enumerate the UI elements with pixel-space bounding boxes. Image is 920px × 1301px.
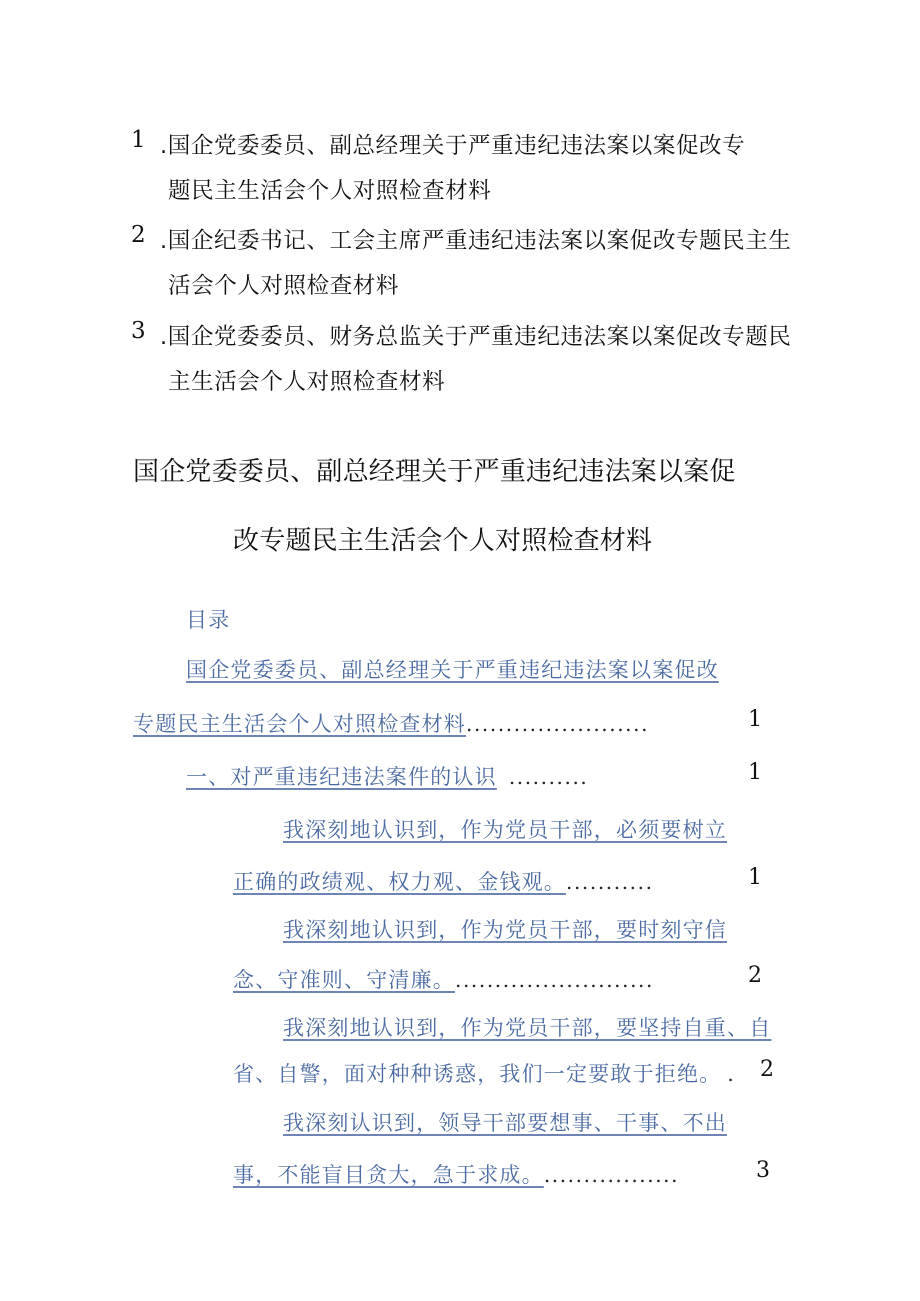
toc-page-number: 2 bbox=[748, 963, 762, 988]
list-item-text: .国企党委委员、财务总监关于严重违纪违法案以案促改专题民 bbox=[160, 324, 792, 350]
toc-leader-dots: . bbox=[727, 1062, 736, 1086]
toc-link-subsection-4-cont[interactable]: 事，不能盲目贪大，急于求成。 bbox=[233, 1163, 544, 1187]
toc-leader-dots: ................. bbox=[543, 1163, 680, 1187]
list-item-number: 2 bbox=[131, 222, 146, 248]
toc-link-main-title[interactable]: 国企党委委员、副总经理关于严重违纪违法案以案促改 bbox=[186, 658, 719, 682]
toc-page-number: 1 bbox=[748, 760, 762, 785]
toc-leader-dots: ......................... bbox=[455, 968, 654, 992]
toc-link-subsection-2[interactable]: 我深刻地认识到，作为党员干部，要时刻守信 bbox=[283, 918, 727, 942]
toc-heading: 目录 bbox=[186, 608, 231, 632]
list-item-text: .国企党委委员、副总经理关于严重违纪违法案以案促改专 bbox=[160, 133, 746, 159]
toc-link-main-title-cont[interactable]: 专题民主生活会个人对照检查材料 bbox=[133, 712, 466, 736]
document-title-line1: 国企党委委员、副总经理关于严重违纪违法案以案促 bbox=[133, 457, 736, 487]
list-item-text-cont: 活会个人对照检查材料 bbox=[168, 273, 400, 299]
toc-link-section-1[interactable]: 一、对严重违纪违法案件的认识 bbox=[186, 765, 497, 789]
toc-leader-dots: ....................... bbox=[466, 712, 650, 736]
document-title-line2: 改专题民主生活会个人对照检查材料 bbox=[233, 526, 653, 556]
list-item-number: 3 bbox=[131, 318, 146, 344]
toc-leader-dots: .......... bbox=[508, 765, 589, 789]
toc-subsection-3-cont: 省、自警，面对种种诱惑，我们一定要敢于拒绝。 bbox=[233, 1062, 722, 1086]
toc-link-subsection-2-cont[interactable]: 念、守准则、守清廉。 bbox=[233, 968, 455, 992]
toc-leader-dots: ........... bbox=[566, 870, 654, 894]
list-item-number: 1 bbox=[131, 127, 146, 153]
toc-page-number: 3 bbox=[756, 1158, 770, 1183]
toc-link-subsection-1[interactable]: 我深刻地认识到，作为党员干部，必须要树立 bbox=[283, 818, 727, 842]
toc-link-subsection-3[interactable]: 我深刻地认识到，作为党员干部，要坚持自重、自 bbox=[283, 1016, 772, 1040]
list-item-text-cont: 题民主生活会个人对照检查材料 bbox=[168, 178, 492, 204]
list-item-text: .国企纪委书记、工会主席严重违纪违法案以案促改专题民主生 bbox=[160, 228, 792, 254]
toc-page-number: 1 bbox=[748, 707, 762, 732]
toc-link-subsection-4[interactable]: 我深刻认识到，领导干部要想事、干事、不出 bbox=[283, 1111, 727, 1135]
toc-link-subsection-1-cont[interactable]: 正确的政绩观、权力观、金钱观。 bbox=[233, 870, 566, 894]
toc-page-number: 1 bbox=[748, 865, 762, 890]
toc-page-number: 2 bbox=[760, 1057, 774, 1082]
list-item-text-cont: 主生活会个人对照检查材料 bbox=[168, 369, 446, 395]
